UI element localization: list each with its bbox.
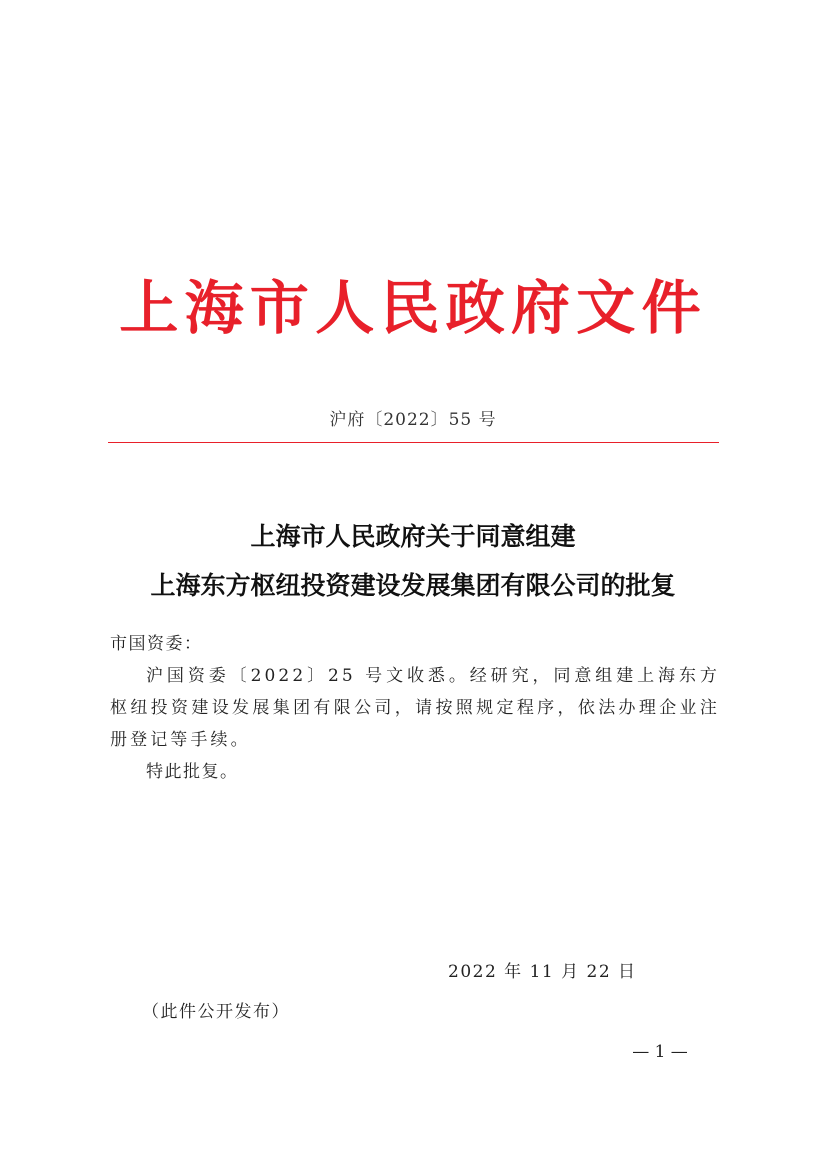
body-paragraph-2: 特此批复。 <box>146 762 239 782</box>
addressee: 市国资委： <box>110 634 203 654</box>
page-number: — 1 — <box>632 1042 688 1062</box>
document-title-line-2: 上海东方枢纽投资建设发展集团有限公司的批复 <box>150 571 676 600</box>
document-title-line-1: 上海市人民政府关于同意组建 <box>250 522 576 551</box>
document-number: 沪府〔2022〕55 号 <box>329 410 497 430</box>
body-paragraph-1: 沪国资委〔2022〕25 号文收悉。经研究，同意组建上海东方枢纽投资建设发展集团有限公司，请按照规定程序，依法办理企业注册登记等手续。 <box>110 666 720 750</box>
red-separator-line <box>108 442 719 443</box>
issue-date: 2022 年 11 月 22 日 <box>448 962 637 982</box>
publish-note: （此件公开发布） <box>142 1002 290 1022</box>
issuer-title: 上海市人民政府文件 <box>119 274 707 342</box>
